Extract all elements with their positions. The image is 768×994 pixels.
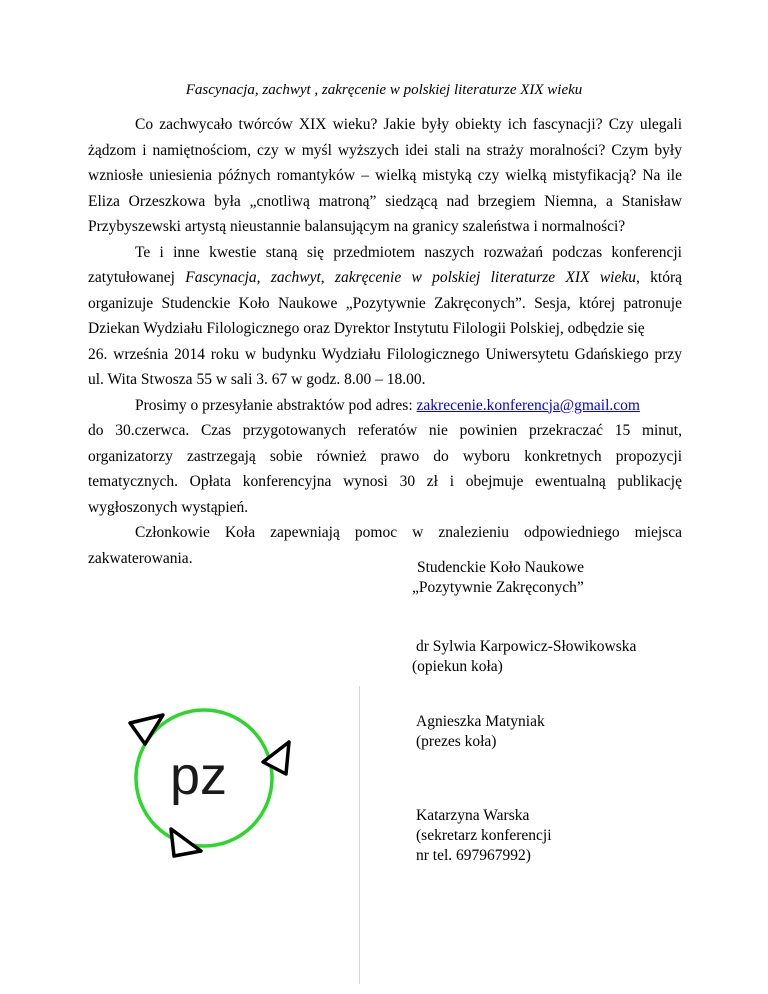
signature-president xyxy=(412,712,545,752)
paragraph-intro: Co zachwycało twórców XIX wieku? Jakie były obiekty ich fascynacji? Czy ulegali żądzom i namiętnościom, czy w myśl wyższych idei stali na straży moralności? Czym były wzniosłe uniesienia późnych romantyków – wielką mistyką czy wielką mistyfikacją? Na ile Eliza Orzeszkowa była „cnotliwą matroną” siedzącą nad brzegiem Niemna, a Stanisław Przybyszewski artystą nieustannie balansującym na granicy szaleństwa i normalności? xyxy=(88,116,682,235)
org-subname: „Pozytywnie Zakręconych” xyxy=(412,579,584,596)
abstracts-text: Prosimy o przesyłanie abstraktów pod adres: xyxy=(135,396,417,414)
divider-line xyxy=(359,686,360,984)
org-name: Studenckie Koło Naukowe xyxy=(417,559,585,576)
logo-text: pz xyxy=(170,746,228,806)
document-title: Fascynacja, zachwyt , zakręcenie w polskiej literaturze XIX wieku xyxy=(185,82,583,98)
paragraph-accommodation: Członkowie Koła zapewniają pomoc w znalezieniu odpowiedniego miejsca zakwaterowania. xyxy=(88,524,682,567)
paragraph-deadline: do 30.czerwca. Czas przygotowanych referatów nie powinien przekraczać 15 minut, organizatorzy zastrzegają sobie również prawo do wyboru konkretnych propozycji tematycznych. Opłata konferencyjna wynosi 30 zł i obejmuje ewentualną publikację wygłoszonych wystąpień. xyxy=(88,422,682,516)
email-link[interactable]: zakrecenie.konferencja@gmail.com xyxy=(416,396,640,414)
signature-secretary xyxy=(412,806,552,866)
document-body xyxy=(88,112,682,571)
signature-organization xyxy=(412,558,584,598)
paragraph-abstracts xyxy=(88,393,682,419)
president-name: Agnieszka Matyniak xyxy=(416,713,545,730)
supervisor-role: (opiekun koła) xyxy=(412,658,503,675)
paragraph-date-location: 26. września 2014 roku w budynku Wydziału Filologicznego Uniwersytetu Gdańskiego przy ul. Wita Stwosza 55 w sali 3. 67 w godz. 8.00 – 18.00. xyxy=(88,345,682,388)
president-role: (prezes koła) xyxy=(416,733,497,750)
secretary-phone: nr tel. 697967992) xyxy=(416,847,531,864)
supervisor-name: dr Sylwia Karpowicz-Słowikowska xyxy=(416,638,637,655)
paragraph-conference-text-b: , którą organizuje Studenckie Koło Naukowe „Pozytywnie Zakręconych”. Sesja, której patronuje Dziekan Wydziału Filologicznego oraz Dyrektor Instytutu Filologii Polskiej, odbędzie się xyxy=(88,269,682,337)
signature-supervisor xyxy=(412,637,636,677)
secretary-role: (sekretarz konferencji xyxy=(416,827,552,844)
pz-logo xyxy=(118,698,298,868)
paragraph-conference-text-a: Te i inne kwestie staną się przedmiotem naszych rozważań podczas konferencji zatytułowanej xyxy=(88,243,682,286)
logo-arrow-right-icon xyxy=(263,742,289,774)
logo-arrow-bottom-icon xyxy=(171,829,201,856)
secretary-name: Katarzyna Warska xyxy=(416,807,530,824)
conference-title-italic: Fascynacja, zachwyt, zakręcenie w polskiej literaturze XIX wieku xyxy=(185,269,636,286)
paragraph-conference xyxy=(88,240,682,342)
